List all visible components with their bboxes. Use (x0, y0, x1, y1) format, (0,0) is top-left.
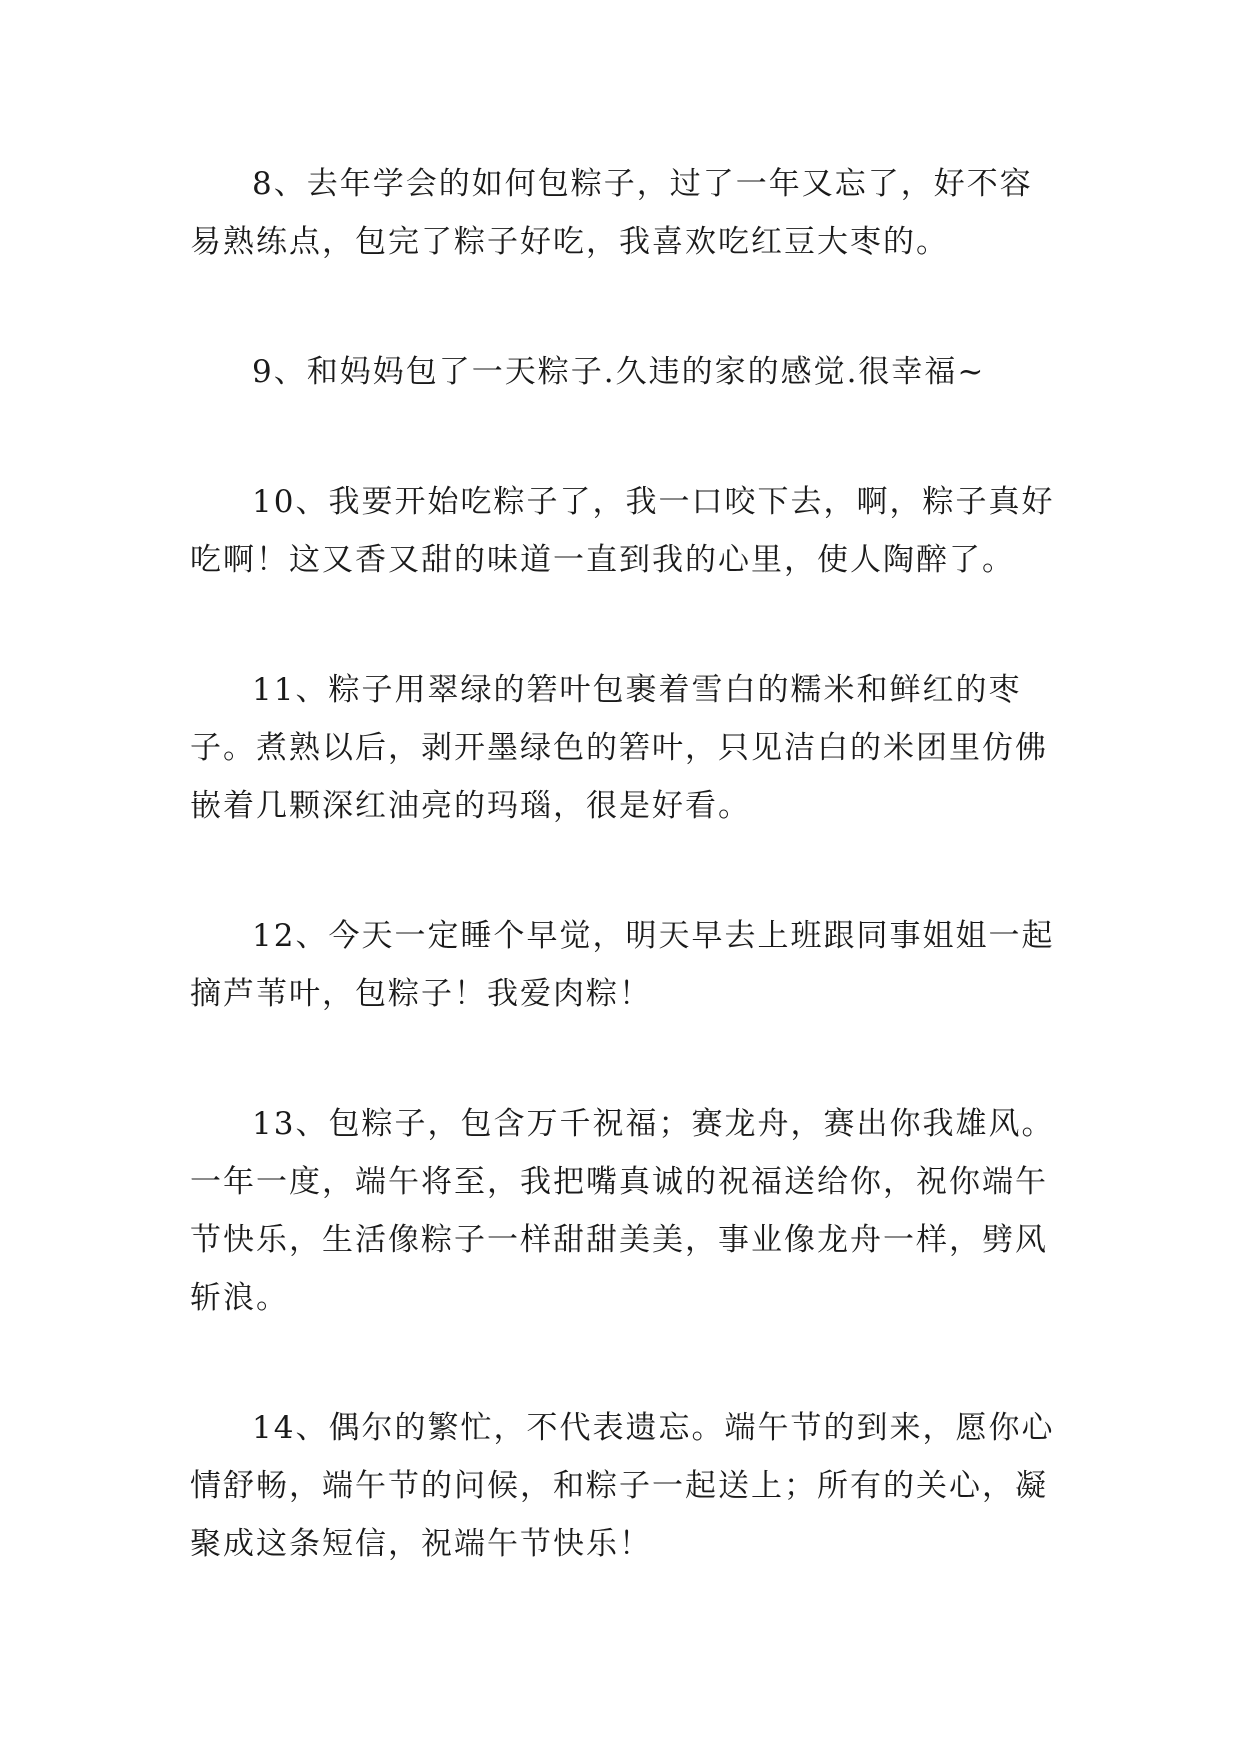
paragraph-13: 13、包粽子，包含万千祝福；赛龙舟，赛出你我雄风。一年一度，端午将至，我把嘴真诚的祝福送给你，祝你端午节快乐，生活像粽子一样甜甜美美，事业像龙舟一样，劈风斩浪。 (190, 1106, 1055, 1316)
paragraph-12: 12、今天一定睡个早觉，明天早去上班跟同事姐姐一起摘芦苇叶，包粽子！我爱肉粽！ (190, 918, 1055, 1012)
paragraph-11: 11、粽子用翠绿的箬叶包裹着雪白的糯米和鲜红的枣子。煮熟以后，剥开墨绿色的箬叶，只见洁白的米团里仿佛嵌着几颗深红油亮的玛瑙，很是好看。 (190, 672, 1048, 824)
document-body (190, 155, 1060, 1645)
paragraph-8: 8、去年学会的如何包粽子，过了一年又忘了，好不容易熟练点，包完了粽子好吃，我喜欢吃红豆大枣的。 (190, 166, 1033, 260)
paragraph-10: 10、我要开始吃粽子了，我一口咬下去，啊，粽子真好吃啊！这又香又甜的味道一直到我的心里，使人陶醉了。 (190, 484, 1055, 578)
paragraph-9: 9、和妈妈包了一天粽子.久违的家的感觉.很幸福~ (252, 354, 986, 390)
paragraph-14: 14、偶尔的繁忙，不代表遗忘。端午节的到来，愿你心情舒畅，端午节的问候，和粽子一起送上；所有的关心，凝聚成这条短信，祝端午节快乐！ (190, 1410, 1055, 1562)
